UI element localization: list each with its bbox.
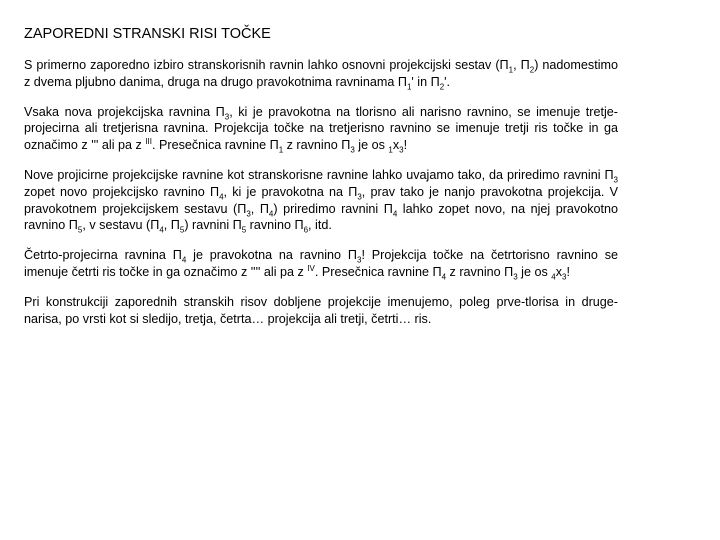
text-run: ) priredimo ravnini Π <box>273 201 393 216</box>
text-run: z ravnino Π <box>446 264 514 279</box>
subscript: 3 <box>562 272 567 282</box>
text-run: , ki je pravokotna na tlorisno ali narisno ravnino, se imenuje tretje-projecirna ali tretjerisna ravnina. Projekcija točke na tretjerisno ravnino se imenuje tretji ris točke in ga označimo z ''' ali pa z <box>24 104 618 153</box>
subscript: 4 <box>551 272 556 282</box>
paragraph-3 <box>24 167 618 234</box>
text-run: , ki je pravokotna na Π <box>223 184 358 199</box>
subscript: 1 <box>406 82 412 92</box>
subscript: 5 <box>179 225 185 235</box>
text-run: x <box>392 138 400 153</box>
subscript: 4 <box>219 192 224 202</box>
text-run: x <box>555 264 563 279</box>
subscript: 4 <box>268 209 274 219</box>
subscript: 3 <box>350 145 355 155</box>
subscript: 6 <box>303 225 309 235</box>
text-run: ! Projekcija točke na četrtorisno ravnino se imenuje četrti ris točke in ga označimo z '''' ali pa z <box>24 248 619 279</box>
text-run: Četrto-projecirna ravnina Π <box>24 248 182 263</box>
text-run: je os <box>517 264 552 279</box>
document-page <box>24 24 618 340</box>
subscript: 3 <box>399 145 404 155</box>
text-run: ! <box>566 264 570 279</box>
text-run: ) nadomestimo z dvema pljubno danima, druga na drugo pravokotnima ravninama Π <box>24 58 618 89</box>
subscript: 1 <box>508 65 514 75</box>
page-title: ZAPOREDNI STRANSKI RISI TOČKE <box>24 26 271 42</box>
paragraph-5 <box>24 294 618 328</box>
subscript: 2 <box>439 82 445 92</box>
superscript: III <box>145 137 152 146</box>
subscript: 1 <box>278 145 284 155</box>
text-run: ravnino Π <box>246 218 304 233</box>
text-run: zopet novo projekcijsko ravnino Π <box>24 184 220 199</box>
text-run: , Π <box>163 218 180 233</box>
text-run: ) ravnini Π <box>184 218 242 233</box>
text-run: ' in Π <box>411 74 440 89</box>
subscript: 3 <box>356 255 362 265</box>
text-run: , Π <box>513 58 530 72</box>
paragraph-2 <box>24 104 618 154</box>
text-run: Vsaka nova projekcijska ravnina Π <box>24 104 225 119</box>
superscript: IV <box>307 263 315 273</box>
subscript: 4 <box>441 272 447 282</box>
subscript: 5 <box>77 225 83 235</box>
subscript: 5 <box>241 225 247 235</box>
subscript: 3 <box>513 272 518 282</box>
subscript: 4 <box>159 225 164 235</box>
text-run: . Presečnica ravnine Π <box>314 264 442 279</box>
subscript: 2 <box>529 65 535 75</box>
text-run: S primerno zaporedno izbiro stranskorisnih ravnin lahko osnovni projekcijski sestav (Π <box>24 58 509 72</box>
text-run: z ravnino Π <box>283 138 351 153</box>
subscript: 3 <box>224 112 230 122</box>
text-run: , Π <box>250 201 269 216</box>
paragraph-1 <box>24 57 618 91</box>
subscript: 4 <box>392 209 398 219</box>
text-run: , v sestavu (Π <box>82 218 160 233</box>
text-run: Nove projicirne projekcijske ravnine kot stranskorisne ravnine lahko uvajamo tako, da priredimo ravnini Π <box>24 167 614 182</box>
text-run: , prav tako je nanjo pravokotna projekcija. V pravokotnem projekcijskem sestavu (Π <box>24 184 618 216</box>
paragraph-4 <box>24 247 618 281</box>
subscript: 3 <box>357 192 362 202</box>
subscript: 4 <box>181 255 187 265</box>
subscript: 3 <box>613 175 618 185</box>
text-run: je pravokotna na ravnino Π <box>186 248 357 263</box>
text-run: je os <box>354 138 389 153</box>
subscript: 1 <box>388 145 393 155</box>
text-run: lahko zopet novo, na njej pravokotno ravnino Π <box>24 201 619 233</box>
text-run: . Presečnica ravnine Π <box>151 138 279 153</box>
text-run: Pri konstrukciji zaporednih stranskih risov dobljene projekcije imenujemo, poleg prve-tlorisa in druge-narisa, po vrsti kot si sledijo, tretja, četrta… projekcija ali tretji, četrti… ris. <box>24 294 618 326</box>
text-run: , itd. <box>308 218 332 233</box>
text-run: ! <box>403 138 408 153</box>
subscript: 3 <box>246 209 251 219</box>
text-run: '. <box>444 74 451 89</box>
